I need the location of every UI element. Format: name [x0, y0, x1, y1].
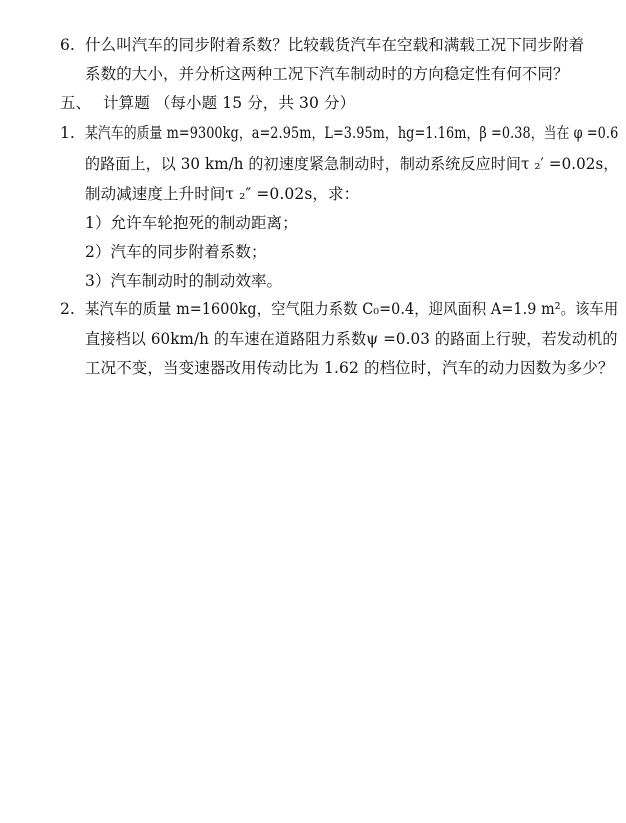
problem-2-line-3: 工况不变，当变速器改用传动比为 1.62 的档位时，汽车的动力因数为多少？ [85, 359, 614, 377]
problem-1-line-3: 制动减速度上升时间τ ₂″ =0.02s，求： [85, 185, 360, 203]
section-5-number: 五、 [60, 94, 92, 112]
problem-2-line-2: 直接档以 60km/h 的车速在道路阻力系数ψ =0.03 的路面上行驶，若发动机的 [85, 330, 618, 348]
question-6-line-2: 系数的大小，并分析这两种工况下汽车制动时的方向稳定性有何不同？ [85, 65, 569, 83]
section-5-title: 计算题 （每小题 15 分，共 30 分） [103, 94, 356, 112]
problem-1-number: 1. [60, 124, 75, 142]
problem-1-item-3: 3）汽车制动时的制动效率。 [85, 272, 283, 290]
problem-1-line-2: 的路面上，以 30 km/h 的初速度紧急制动时，制动系统反应时间τ ₂′ =0.02s， [85, 155, 619, 173]
problem-1-line-1: 某汽车的质量 m=9300kg，a=2.95m，L=3.95m，hg=1.16m，β =0.38，当在 φ =0.6 [85, 124, 619, 142]
problem-1-item-2: 2）汽车的同步附着系数； [85, 243, 267, 261]
problem-1-item-1: 1）允许车轮抱死的制动距离； [85, 214, 298, 232]
problem-2-line-1: 某汽车的质量 m=1600kg，空气阻力系数 C₀=0.4，迎风面积 A=1.9 m²。该车用 [85, 300, 619, 318]
question-6-number: 6. [60, 36, 75, 54]
question-6-line-1: 什么叫汽车的同步附着系数？比较载货汽车在空载和满载工况下同步附着 [85, 36, 585, 54]
problem-2-number: 2. [60, 300, 75, 318]
